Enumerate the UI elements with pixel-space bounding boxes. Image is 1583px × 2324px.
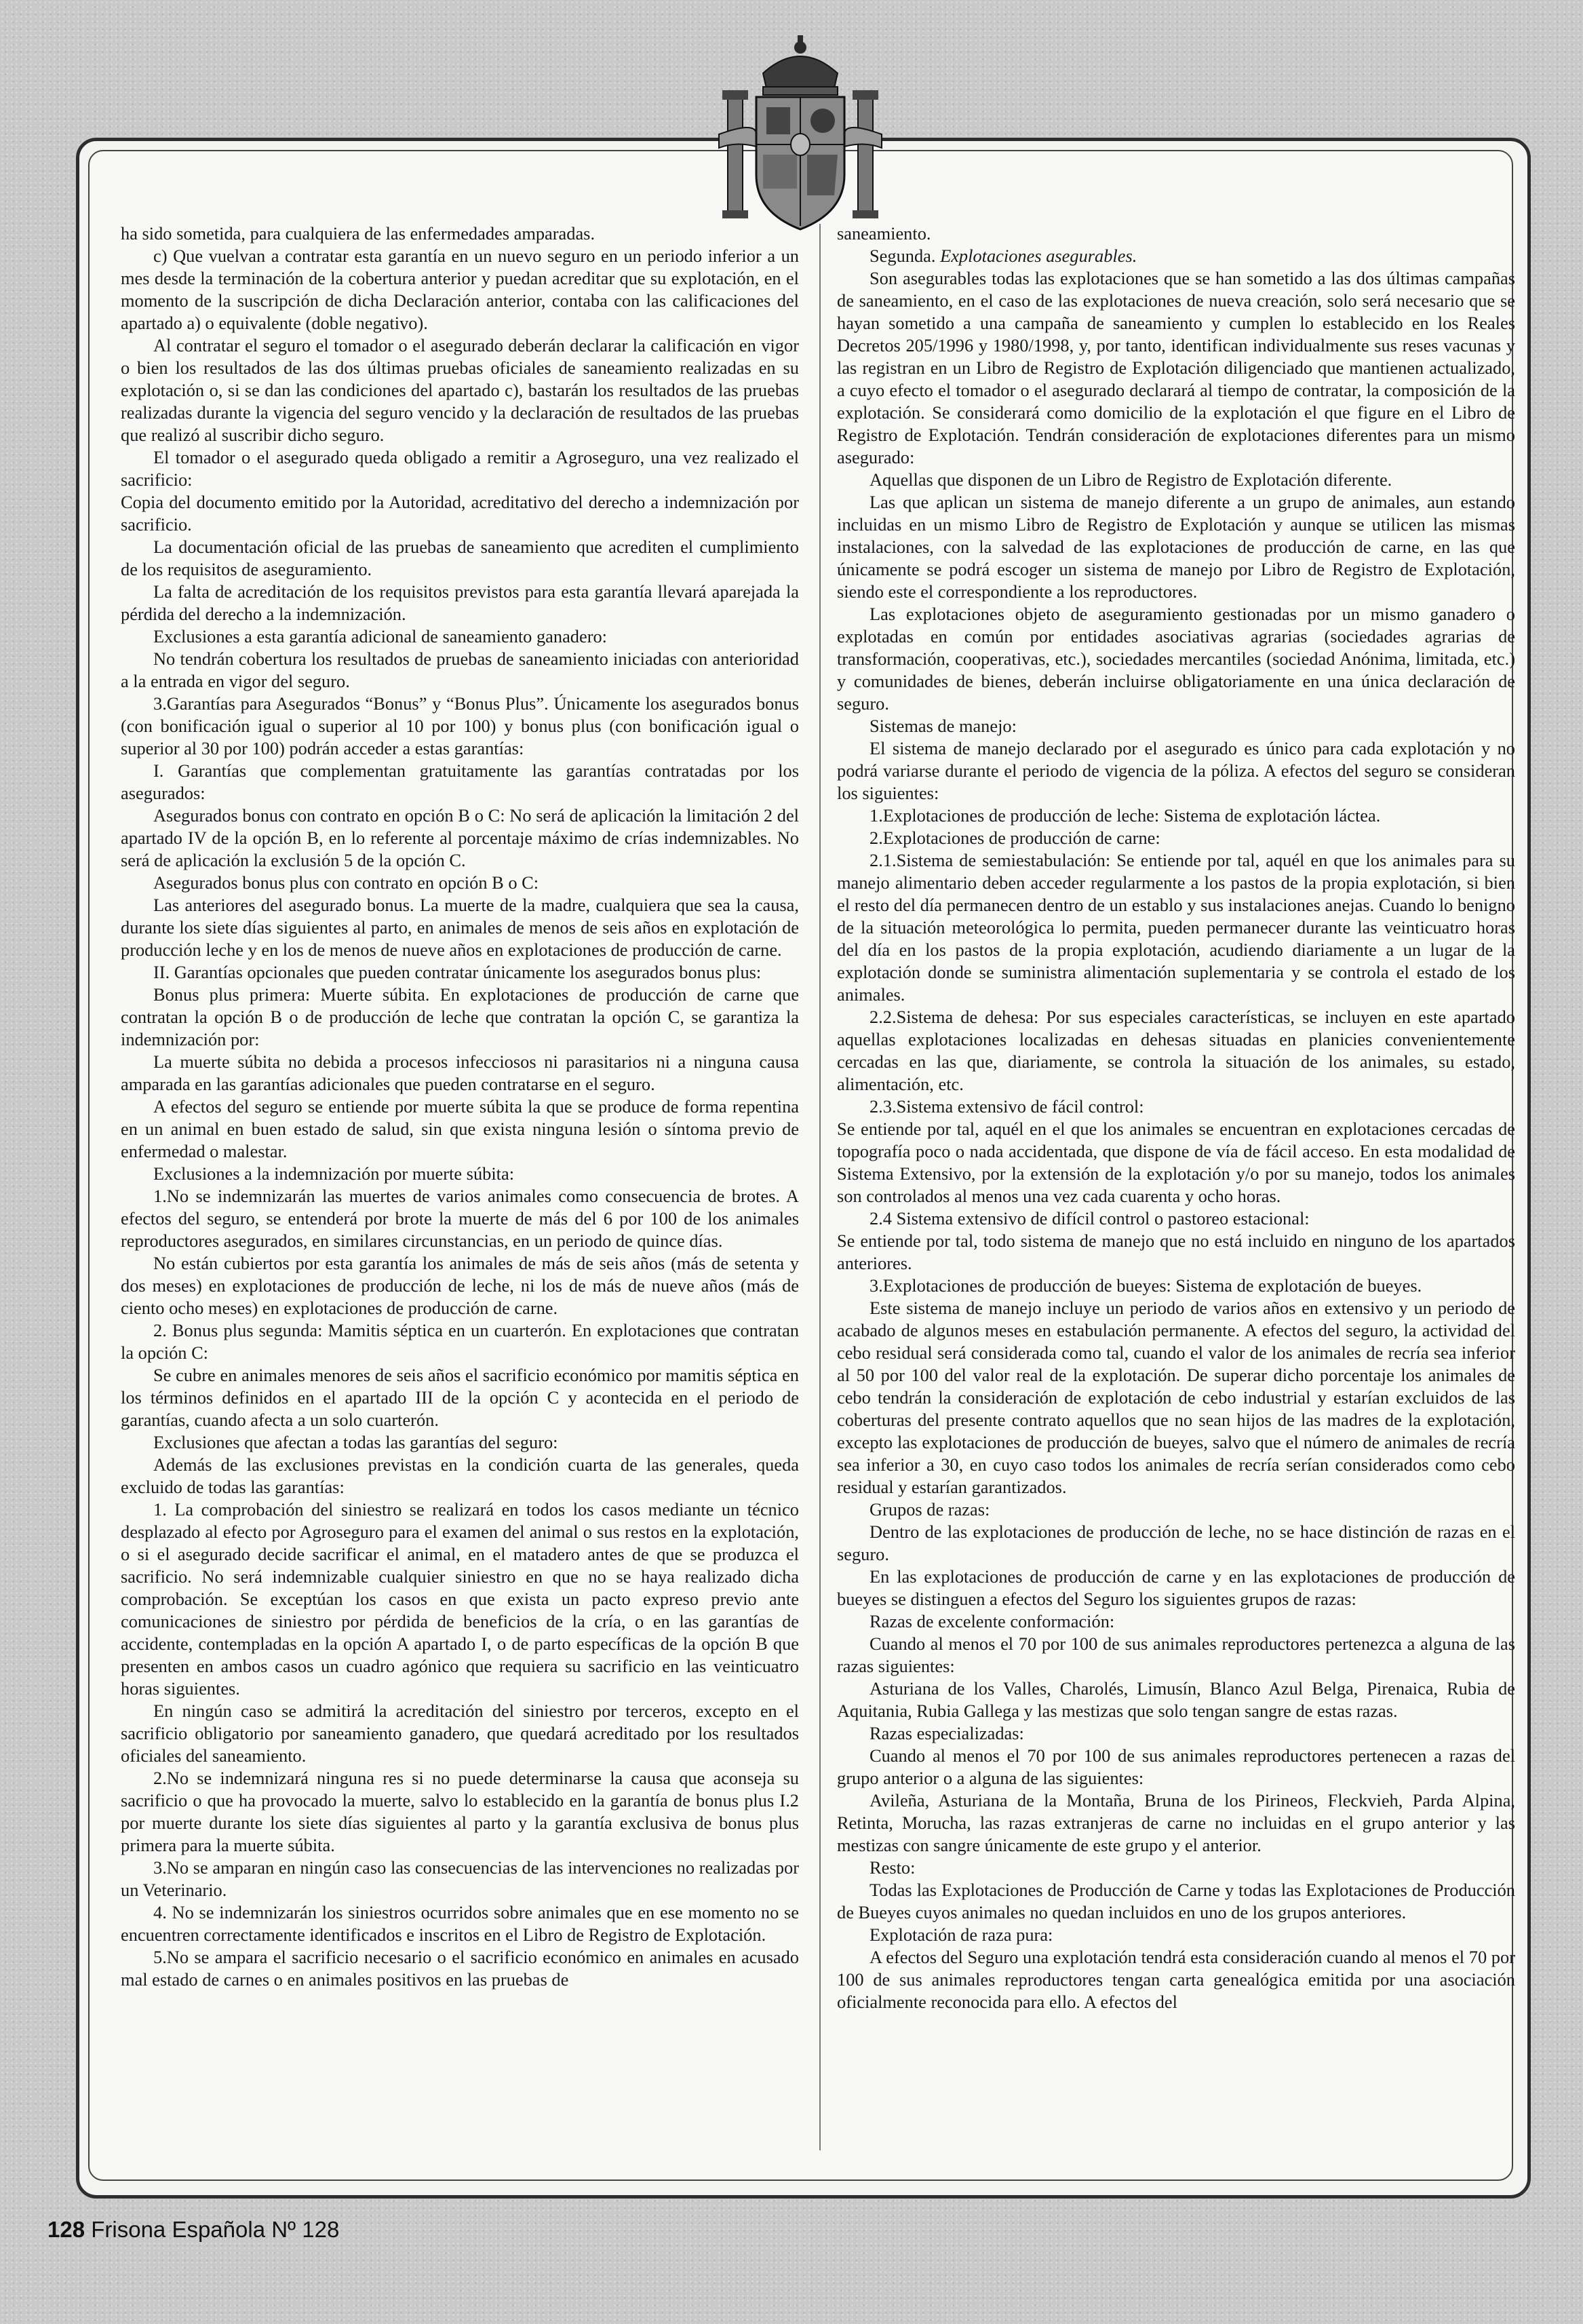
paragraph: El tomador o el asegurado queda obligado a remitir a Agroseguro, una vez realizado el sacrificio: [121,447,799,490]
paragraph: La falta de acreditación de los requisitos previstos para esta garantía llevará aparejada la pérdida del derecho a la indemnización. [121,581,799,624]
coat-of-arms-emblem [716,33,885,236]
right-text-column [837,222,1515,2163]
paragraph: Exclusiones que afectan a todas las garantías del seguro: [153,1432,558,1452]
page-footer [47,2217,339,2243]
paragraph: Las anteriores del asegurado bonus. La muerte de la madre, cualquiera que sea la causa, durante los siete días siguientes al parto, en animales de menos de seis años en explotación de producción leche y en los de menos de nueve años en explotaciones de producción de carne. [121,895,799,960]
paragraph: 2. Bonus plus segunda: Mamitis séptica en un cuarterón. En explotaciones que contratan la opción C: [121,1320,799,1363]
paragraph: Grupos de razas: [869,1499,990,1519]
paragraph: El sistema de manejo declarado por el asegurado es único para cada explotación y no podrá variarse durante el periodo de vigencia de la póliza. A efectos del seguro se consideran los siguientes: [837,738,1515,803]
left-text-column [121,222,799,2163]
paragraph: 1.No se indemnizarán las muertes de varios animales como consecuencia de brotes. A efectos del seguro, se entenderá por brote la muerte de más del 6 por 100 de los animales reproductores asegurados, en similares circunstancias, en un periodo de quince días. [121,1186,799,1251]
paragraph: Explotación de raza pura: [869,1924,1053,1945]
paragraph: Las explotaciones objeto de aseguramiento gestionadas por un mismo ganadero o explotadas en común por entidades asociativas agrarias (sociedades agrarias de transformación, cooperativas, etc.), sociedades mercantiles (sociedad Anónima, limitada, etc.) y comunidades de bienes, deberán incluirse obligatoriamente en una única declaración de seguro. [837,604,1515,714]
paragraph: ha sido sometida, para cualquiera de las enfermedades amparadas. [121,223,595,244]
paragraph: 5.No se ampara el sacrificio necesario o el sacrificio económico en animales en acusado mal estado de carnes o en animales positivos en las pruebas de [121,1947,799,1990]
paragraph: En ningún caso se admitirá la acreditación del siniestro por terceros, excepto en el sacrificio obligatorio por saneamiento ganadero, que quedará acreditado por los resultados oficiales del saneamiento. [121,1701,799,1766]
paragraph: Asegurados bonus con contrato en opción B o C: No será de aplicación la limitación 2 del apartado IV de la opción B, en lo referente al porcentaje máximo de crías indemnizables. No será de aplicación la exclusión 5 de la opción C. [121,805,799,870]
paragraph: Avileña, Asturiana de la Montaña, Bruna de los Pirineos, Fleckvieh, Parda Alpina, Retinta, Morucha, las razas extranjeras de carne no incluidas en el grupo anterior y las mestizas con sangre únicamente de este grupo y el anterior. [837,1790,1515,1855]
column-divider [819,224,821,2150]
paragraph: No están cubiertos por esta garantía los animales de más de seis años (más de setenta y dos meses) en explotaciones de producción de leche, ni los de más de nueve años (más de ciento ocho meses) en explotaciones de producción de carne. [121,1253,799,1318]
magazine-title: Frisona Española Nº 128 [91,2217,340,2242]
paragraph: A efectos del Seguro una explotación tendrá esta consideración cuando al menos el 70 por 100 de sus animales reproductores tengan carta genealógica emitida por una asociación oficialmente reconocida para ello. A efectos del [837,1947,1515,2012]
paragraph: Cuando al menos el 70 por 100 de sus animales reproductores pertenezca a alguna de las razas siguientes: [837,1633,1515,1676]
paragraph: Sistemas de manejo: [869,716,1017,736]
paragraph: 4. No se indemnizarán los siniestros ocurridos sobre animales que en ese momento no se encuentren correctamente identificados e inscritos en el Libro de Registro de Explotación. [121,1902,799,1945]
paragraph: I. Garantías que complementan gratuitamente las garantías contratadas por los asegurados: [121,760,799,803]
paragraph: 2.Explotaciones de producción de carne: [869,828,1160,848]
paragraph: Resto: [869,1857,916,1878]
paragraph: 2.2.Sistema de dehesa: Por sus especiales características, se incluyen en este apartado aquellas explotaciones localizadas en dehesas situadas en planicies convenientemente cercadas en las que, diariamente, se controla la situación de los animales, su estado, alimentación, etc. [837,1007,1515,1094]
paragraph: Se entiende por tal, todo sistema de manejo que no está incluido en ninguno de los apartados anteriores. [837,1231,1515,1273]
paragraph: Las que aplican un sistema de manejo diferente a un grupo de animales, aun estando incluidas en un mismo Libro de Registro de Explotación y aunque se utilicen las mismas instalaciones, con la salvedad de las explotaciones de producción de carne, en las que únicamente se podrá escoger un sistema de manejo por Libro de Registro de Explotación, siendo este el correspondiente a los reproductores. [837,492,1515,602]
paragraph: saneamiento. [837,223,931,244]
paragraph: Aquellas que disponen de un Libro de Registro de Explotación diferente. [869,469,1392,490]
paragraph: La documentación oficial de las pruebas de saneamiento que acrediten el cumplimiento de los requisitos de aseguramiento. [121,537,799,579]
paragraph: 2.3.Sistema extensivo de fácil control: [869,1096,1144,1117]
paragraph: Bonus plus primera: Muerte súbita. En explotaciones de producción de carne que contratan la opción B o de producción de leche que contratan la opción C, se garantiza la indemnización por: [121,984,799,1049]
paragraph: Al contratar el seguro el tomador o el asegurado deberán declarar la calificación en vigor o bien los resultados de las dos últimas pruebas oficiales de saneamiento realizadas en su explotación o, si se dan las condiciones del apartado c), bastarán los resultados de las pruebas realizadas durante la vigencia del seguro vencido y la declaración de resultados de las pruebas que realizó al suscribir dicho seguro. [121,335,799,445]
paragraph: Además de las exclusiones previstas en la condición cuarta de las generales, queda excluido de todas las garantías: [121,1454,799,1497]
paragraph: 2.1.Sistema de semiestabulación: Se entiende por tal, aquél en que los animales para su manejo alimentario deben acceder regularmente a los pastos de la propia explotación, si bien el resto del día permanecen dentro de un establo y sus instalaciones anejas. Cuando lo benigno de la situación meteorológica lo permita, pueden permanecer durante las veinticuatro horas del día en los pastos de la propia explotación, acudiendo diariamente a un lugar de la explotación donde se suministra alimentación suplementaria y se controla el estado de los animales. [837,850,1515,1005]
paragraph: Se entiende por tal, aquél en el que los animales se encuentran en explotaciones cercadas de topografía poco o nada accidentada, que dispone de vía de fácil acceso. En esta modalidad de Sistema Extensivo, por la extensión de la explotación y/o por su manejo, todos los animales son controlados al menos una vez cada cuarenta y ocho horas. [837,1119,1515,1206]
paragraph: Este sistema de manejo incluye un periodo de varios años en extensivo y un periodo de acabado de algunos meses en estabulación permanente. A efectos del seguro, la actividad del cebo residual será considerada como tal, cuando el valor de los animales de recría sea inferior al 50 por 100 del valor real de la explotación. De superar dicho porcentaje los animales de cebo tendrán la consideración de explotación de cebo industrial y estarían excluidos de las coberturas del presente contrato aquellos que no sean hijos de las madres de la explotación, excepto las explotaciones de producción de bueyes, salvo que el número de animales de recría sea inferior a 30, en cuyo caso todos los animales de recría serían considerados como cebo residual y estarían garantizados. [837,1298,1515,1497]
paragraph: Se cubre en animales menores de seis años el sacrificio económico por mamitis séptica en los términos definidos en el apartado III de la opción C y acontecida en el periodo de garantías, cuando afecta a un solo cuarterón. [121,1365,799,1430]
paragraph: 3.Explotaciones de producción de bueyes: Sistema de explotación de bueyes. [869,1275,1422,1296]
paragraph: Asturiana de los Valles, Charolés, Limusín, Blanco Azul Belga, Pirenaica, Rubia de Aquitania, Rubia Gallega y las mestizas que solo tengan sangre de estas razas. [837,1678,1515,1721]
paragraph: 1. La comprobación del siniestro se realizará en todos los casos mediante un técnico desplazado al efecto por Agroseguro para el examen del animal o sus restos en la explotación, o si el asegurado decide sacrificar el animal, en el matadero antes de que se produzca el sacrificio. No será indemnizable cualquier siniestro en que no se haya realizado dicha comprobación. Se exceptúan los casos en que exista un pacto expreso previo ante comunicaciones de siniestro por pérdida de beneficios de la cría, o en las garantías de accidente, contempladas en la opción A apartado I, o de parto específicas de la opción B que presenten en ambos casos un cuadro agónico que requiera su sacrificio en las veinticuatro horas siguientes. [121,1499,799,1699]
paragraph: Todas las Explotaciones de Producción de Carne y todas las Explotaciones de Producción de Bueyes cuyos animales no quedan incluidos en uno de los grupos anteriores. [837,1880,1515,1922]
paragraph: 2.4 Sistema extensivo de difícil control o pastoreo estacional: [869,1208,1310,1228]
paragraph: 2.No se indemnizará ninguna res si no puede determinarse la causa que aconseja su sacrificio o que ha provocado la muerte, salvo lo establecido en la garantía de bonus plus I.2 por muerte durante los siete días siguientes al parto y la garantía exclusiva de bonus plus primera para la muerte súbita. [121,1768,799,1855]
paragraph: Segunda. Explotaciones asegurables. [869,246,1137,266]
paragraph: Dentro de las explotaciones de producción de leche, no se hace distinción de razas en el seguro. [837,1522,1515,1564]
paragraph: A efectos del seguro se entiende por muerte súbita la que se produce de forma repentina en un animal en buen estado de salud, sin que exista ninguna lesión o síntoma previo de enfermedad o malestar. [121,1096,799,1161]
paragraph: Razas de excelente conformación: [869,1611,1115,1631]
paragraph: No tendrán cobertura los resultados de pruebas de saneamiento iniciadas con anterioridad a la entrada en vigor del seguro. [121,648,799,691]
paragraph: Asegurados bonus plus con contrato en opción B o C: [153,872,539,893]
paragraph: Exclusiones a la indemnización por muerte súbita: [153,1163,515,1184]
paragraph: 1.Explotaciones de producción de leche: Sistema de explotación láctea. [869,805,1381,826]
paragraph: II. Garantías opcionales que pueden contratar únicamente los asegurados bonus plus: [153,962,762,982]
paragraph: Razas especializadas: [869,1723,1024,1743]
paragraph: 3.Garantías para Asegurados “Bonus” y “Bonus Plus”. Únicamente los asegurados bonus (con bonificación igual o superior al 10 por 100) y bonus plus (con bonificación igual o superior al 30 por 100) podrán acceder a estas garantías: [121,693,799,758]
paragraph: 3.No se amparan en ningún caso las consecuencias de las intervenciones no realizadas por un Veterinario. [121,1857,799,1900]
paragraph: En las explotaciones de producción de carne y en las explotaciones de producción de bueyes se distinguen a efectos del Seguro los siguientes grupos de razas: [837,1566,1515,1609]
paragraph: Son asegurables todas las explotaciones que se han sometido a las dos últimas campañas de saneamiento, en el caso de las explotaciones de nueva creación, solo será necesario que se hayan sometido a una campaña de saneamiento y cumplen lo establecido en los Reales Decretos 205/1996 y 1980/1998, y, por tanto, identifican individualmente sus reses vacunas y las registran en un Libro de Registro de Explotación diligenciado que mantienen actualizado, a cuyo efecto el tomador o el asegurado declarará al tiempo de contratar, la composición de la explotación. Se considerará como domicilio de la explotación el que figure en el Libro de Registro de Explotación. Tendrán consideración de explotaciones diferentes para un mismo asegurado: [837,268,1515,467]
page-number: 128 [47,2217,85,2242]
paragraph: Exclusiones a esta garantía adicional de saneamiento ganadero: [153,626,608,646]
paragraph: Cuando al menos el 70 por 100 de sus animales reproductores pertenecen a razas del grupo anterior o a alguna de las siguientes: [837,1745,1515,1788]
paragraph: c) Que vuelvan a contratar esta garantía en un nuevo seguro en un periodo inferior a un mes desde la terminación de la cobertura anterior y puedan acreditar que su explotación, en el momento de la suscripción de dicha Declaración anterior, contaba con las calificaciones del apartado a) o equivalente (doble negativo). [121,246,799,333]
paragraph: Copia del documento emitido por la Autoridad, acreditativo del derecho a indemnización por sacrificio. [121,492,799,535]
paragraph: La muerte súbita no debida a procesos infecciosos ni parasitarios ni a ninguna causa amparada en las garantías adicionales que pueden contratarse en el seguro. [121,1051,799,1094]
